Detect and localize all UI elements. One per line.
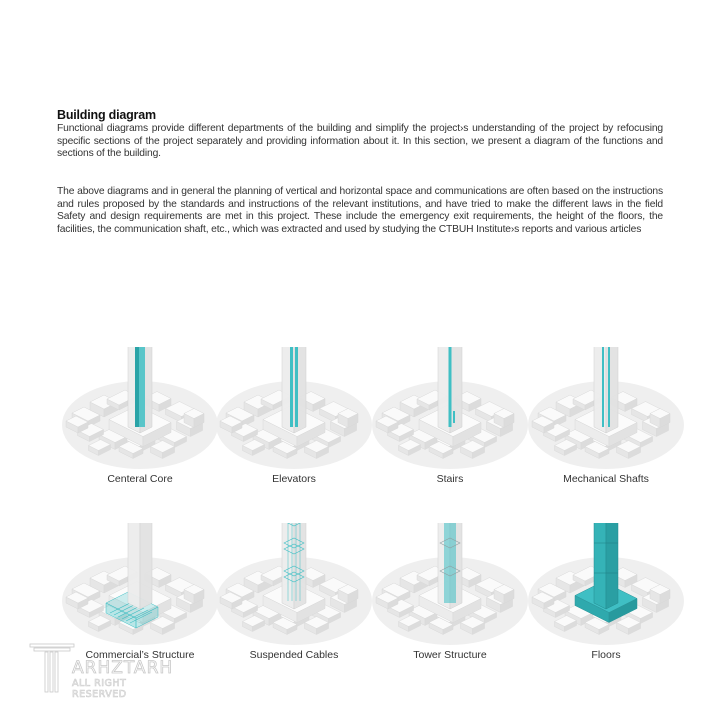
diagram-floors [526, 523, 686, 673]
details-paragraph: The above diagrams and in general the planning of vertical and horizontal space and communications are often based on the instructions and rules proposed by the standards and instructions of the relevant institutions, and have tried to make the different laws in the field Safety and design requirements are met in this project. These include the emergency exit requirements, the height of the floors, the facilities, the communication shaft, etc., which was extracted and used by studying the CTBUH Institute›s reports and various articles [57, 186, 663, 235]
building-diagram-image [370, 347, 530, 472]
section-title: Building diagram [57, 108, 156, 122]
watermark-subtitle: ALL RIGHT RESERVED [72, 678, 127, 700]
watermark-name: ARHZTARH [72, 658, 174, 678]
diagram-tower-structure [370, 523, 530, 673]
diagram-caption: Stairs [436, 473, 464, 485]
diagram-mechanical-shafts [526, 347, 686, 497]
building-diagram-image [526, 523, 686, 648]
diagram-caption: Mechanical Shafts [563, 473, 649, 485]
diagram-caption: Commercial’s Structure [85, 649, 195, 661]
building-diagram-image [370, 523, 530, 648]
building-diagram-image [60, 523, 220, 648]
diagram-elevators [214, 347, 374, 497]
diagram-caption: Suspended Cables [249, 649, 339, 661]
diagram-caption: Tower Structure [413, 649, 487, 661]
column-logo-icon [28, 640, 78, 695]
watermark-logo [28, 640, 178, 700]
building-diagram-image [526, 347, 686, 472]
diagram-stairs [370, 347, 530, 497]
intro-paragraph: Functional diagrams provide different departments of the building and simplify the project›s understanding of the project by refocusing specific sections of the project separately and providing information about it. In this section, we present a diagram of the functions and sections of the building. [57, 123, 663, 160]
diagram-caption: Centeral Core [107, 473, 173, 485]
building-diagram-image [214, 347, 374, 472]
diagram-central-core [60, 347, 220, 497]
building-diagram-image [60, 347, 220, 472]
diagram-caption: Elevators [272, 473, 316, 485]
diagram-suspended-cables [214, 523, 374, 673]
diagram-caption: Floors [591, 649, 621, 661]
building-diagram-image [214, 523, 374, 648]
